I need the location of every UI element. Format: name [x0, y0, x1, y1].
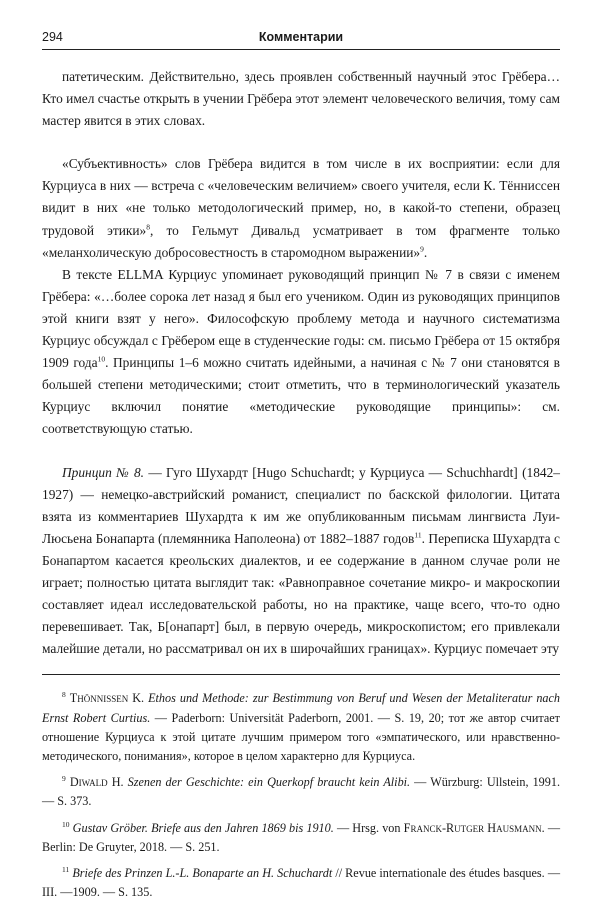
main-text	[42, 66, 560, 660]
footnote: $^{11}$ Briefe des Prinzen L.-L. Bonaparte an H. Schuchardt // Revue internationale des études basques. — III. —1909. — S. 135.	[42, 864, 561, 900]
paragraph: В тексте ELLMA Курциус упоминает руководящий принцип № 7 в связи с именем Грёбера: «…более сорока лет назад я был его учеником. Один из руководящих принципов этой книги взят у него». Философскую проблему метода и научного систематизма Курциус обсуждал с Грёбером еще в студенческие годы: см. письмо Грёбера от 15 октября 1909 года$^{10}$. Принципы 1–6 можно считать идейными, а начиная с № 7 они становятся в большей степени методическими; стоит отметить, что в терминологический указатель Курциус включил понятие «методические руководящие принципы»: см. соответствующую статью.	[42, 266, 560, 437]
footnote-ref[interactable]: 8	[146, 222, 150, 232]
page	[42, 30, 560, 909]
running-header	[42, 30, 560, 50]
footnote-ref[interactable]: 11	[414, 530, 422, 540]
running-title: Комментарии	[258, 30, 344, 44]
footnote-ref[interactable]: 10	[97, 354, 106, 364]
page-number: 294	[42, 30, 63, 44]
principle-label: Принцип № 8.	[62, 464, 145, 480]
footnotes	[42, 674, 560, 902]
footnote: $^9$ Diwald H. Szenen der Geschichte: ein Querkopf braucht kein Alibi. — Würzburg: Ullstein, 1991. — S. 373.	[42, 774, 560, 809]
footnote: $^{10}$ Gustav Gröber. Briefe aus den Jahren 1869 bis 1910. — Hrsg. von Franck-Rutger Hausmann. — Berlin: De Gruyter, 2018. — S. 251.	[42, 819, 561, 854]
paragraph: патетическим. Действительно, здесь проявлен собственный научный этос Грёбера… Кто имел счастье открыть в учении Грёбера этот элемент человеческого величия, тому сам мастер явится в этих словах.	[42, 69, 560, 129]
paragraph: Принцип № 8. — Гуго Шухардт [Hugo Schuchardt; у Курциуса — Schuchhardt] (1842–1927) — немецко-австрийский романист, специалист по баскской филологии. Цитата взята из комментариев Шухардта к им же опубликованным письмам лингвиста Луи-Люсьена Бонапарта (племянника Наполеона) от 1882–1887 годов$^{11}$. Переписка Шухардта с Бонапартом касается креольских диалектов, и ее содержание в данном случае роли не играет; полностью цитата выглядит так: «Равноправное сочетание микро- и макроскопии составляет идеал исследовательской работы, но на практике, чаще всего, что-то одно перевешивает. Так, Б[онапарт] был, в первую очередь, микроскопистом; его привлекали малейшие детали, но рассматривал он их в широчайших границах». Курциус помечает эту	[42, 464, 561, 657]
paragraph: «Субъективность» слов Грёбера видится в том числе в их восприятии: если для Курциуса в них — встреча с «человеческим величием» своего учителя, если К. Тённиссен видит в них «не только методологический пример, но, в какой-то степени, образец трудовой этики»$^8$, то Гельмут Дивальд усматривает в том фрагменте только «меланхолическую добросовестность в старомодном выражении»$^9$.	[42, 156, 560, 260]
footnote: $^8$ Thönnissen K. Ethos und Methode: zur Bestimmung von Beruf und Wesen der Metaliteratur nach Ernst Robert Curtius. — Paderborn: Universität Paderborn, 2001. — S. 19, 20; тот же автор считает отношение Курциуса к этой цитате лучшим примером того «эмпатического, или нравственно-методического, понимания», которое в целом характерно для Курциуса.	[42, 690, 561, 763]
footnote-ref[interactable]: 9	[420, 244, 424, 254]
